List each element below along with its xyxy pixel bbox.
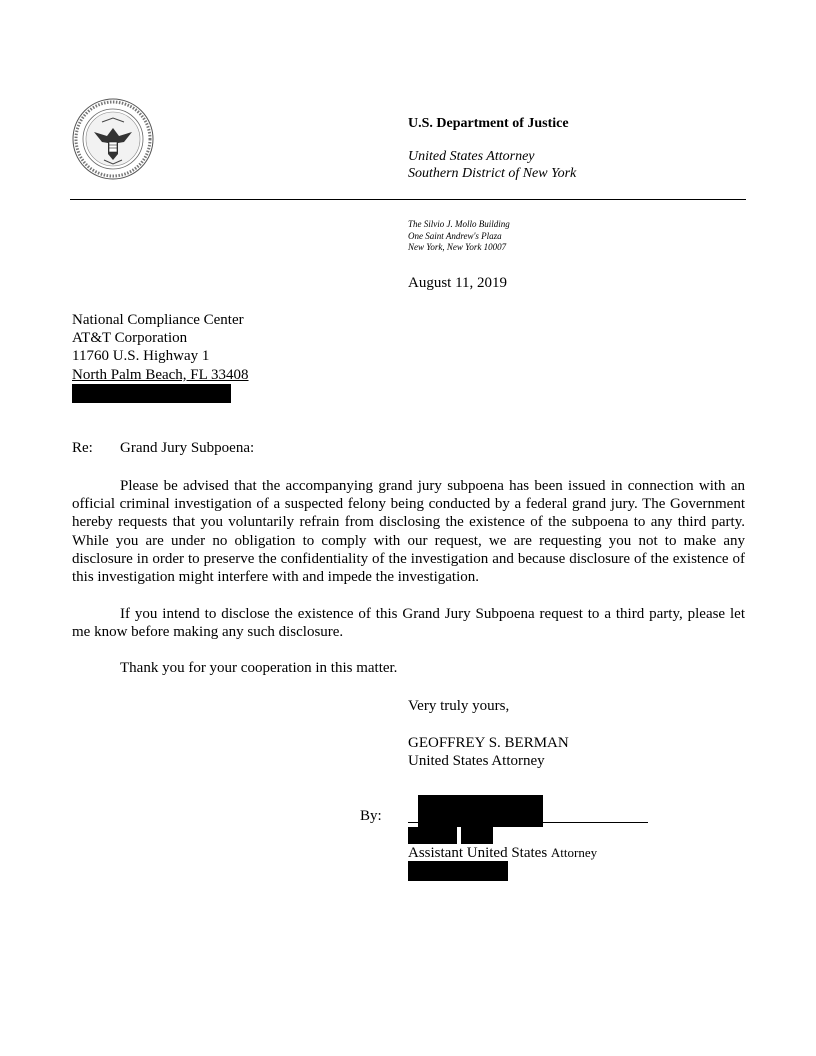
office-name bbox=[408, 148, 576, 182]
office-address-line-1: The Silvio J. Mollo Building bbox=[408, 219, 510, 229]
redaction-block-name-last bbox=[461, 827, 493, 844]
re-label: Re: bbox=[72, 440, 93, 456]
redaction-block-name-first bbox=[408, 827, 457, 844]
office-address-line-2: One Saint Andrew's Plaza bbox=[408, 230, 502, 241]
ausa-title-attorney: Attorney bbox=[550, 845, 598, 860]
redaction-block-recipient bbox=[72, 384, 231, 403]
department-name: U.S. Department of Justice bbox=[408, 116, 569, 131]
office-line-1: United States Attorney bbox=[408, 149, 535, 164]
recipient-address bbox=[72, 311, 249, 384]
recipient-line-4: North Palm Beach, FL 33408 bbox=[72, 366, 249, 383]
recipient-line-1: National Compliance Center bbox=[72, 312, 244, 328]
recipient-line-3: 11760 U.S. Highway 1 bbox=[72, 348, 210, 365]
signatory-name: GEOFFREY S. BERMAN bbox=[408, 735, 569, 751]
office-line-2: Southern District of New York bbox=[408, 166, 577, 181]
ausa-title bbox=[408, 844, 597, 862]
ausa-title-main: Assistant United States bbox=[408, 845, 551, 861]
body-paragraph-2: If you intend to disclose the existence of this Grand Jury Subpoena request to a third party, please let me know before making any such disclosure. bbox=[72, 606, 745, 641]
recipient-line-2: AT&T Corporation bbox=[72, 330, 188, 347]
signatory-title: United States Attorney bbox=[408, 753, 545, 770]
re-subject: Grand Jury Subpoena: bbox=[120, 440, 255, 456]
redaction-block-signature bbox=[418, 795, 543, 827]
signatory-block bbox=[408, 734, 569, 770]
by-label: By: bbox=[360, 808, 382, 824]
body-paragraph-1: Please be advised that the accompanying grand jury subpoena has been issued in connection with an official criminal investigation of a suspected felony being conducted by a federal grand jury. The Government hereby requests that you voluntarily refrain from disclosing the existence of the subpoena to any third party. While you are under no obligation to comply with our request, we are requesting you not to make any disclosure in order to preserve the confidentiality of the investigation and because disclosure of the existence of this investigation might interfere with and impede the investigation. bbox=[72, 478, 745, 586]
header-divider bbox=[70, 199, 746, 200]
office-address bbox=[408, 219, 510, 254]
body-paragraph-3: Thank you for your cooperation in this matter. bbox=[120, 660, 398, 676]
office-address-line-3: New York, New York 10007 bbox=[408, 242, 507, 252]
redaction-block-contact bbox=[408, 861, 508, 881]
closing: Very truly yours, bbox=[408, 698, 510, 714]
doj-seal-icon bbox=[72, 98, 154, 180]
letter-date: August 11, 2019 bbox=[408, 275, 508, 291]
